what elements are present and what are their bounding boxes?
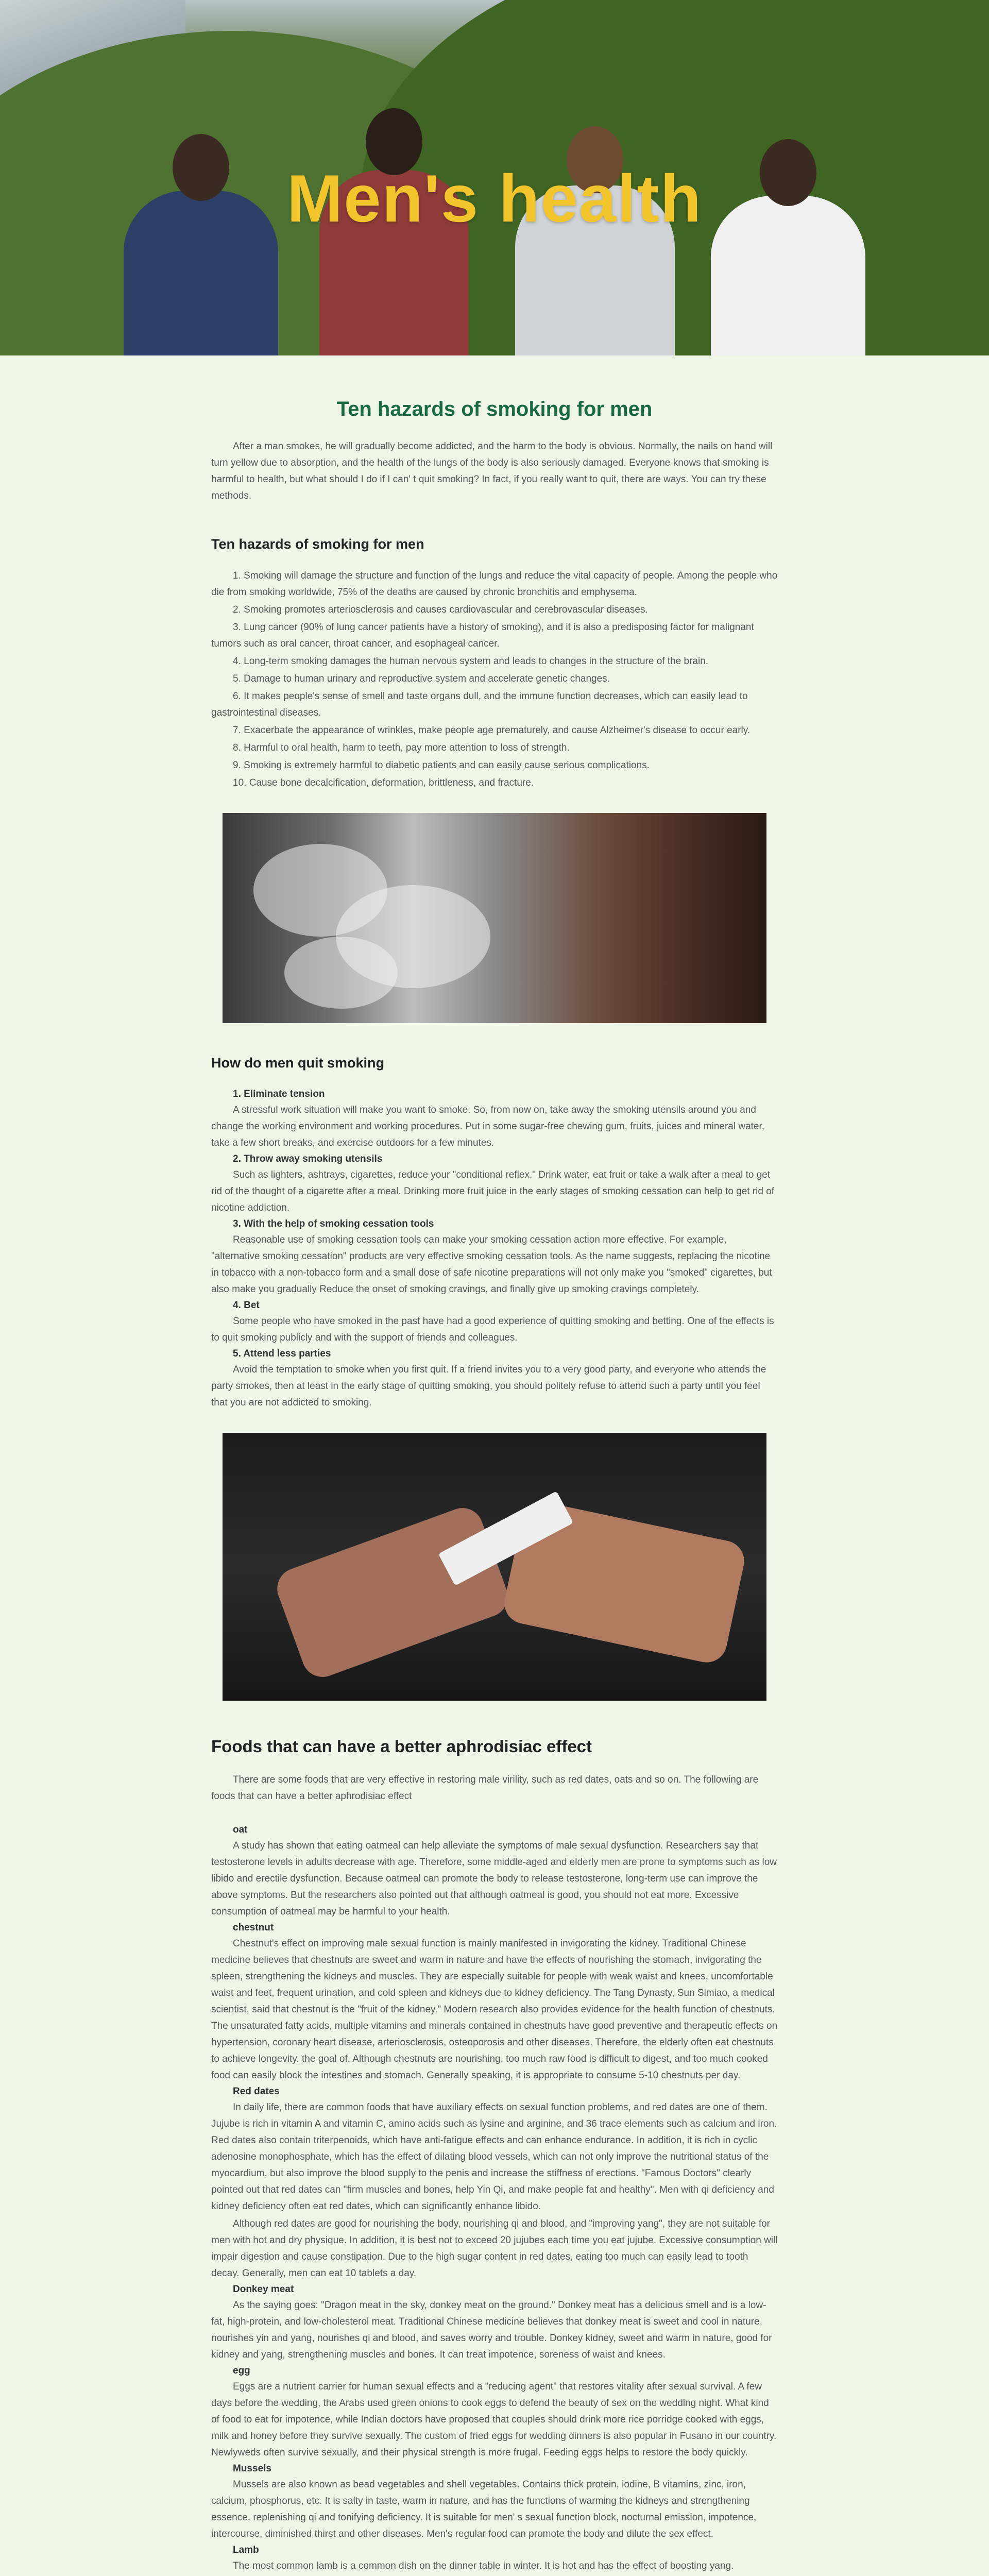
hazards-list — [211, 568, 778, 791]
quit-list — [211, 1087, 778, 1411]
hazard-item: 3. Lung cancer (90% of lung cancer patients have a history of smoking), and it is also a predisposing factor for malignant tumors such as oral cancer, throat cancer, and esophageal cancer. — [211, 622, 754, 649]
food-item-text: The most common lamb is a common dish on the dinner table in winter. It is hot and has the effect of boosting yang. — [233, 2561, 734, 2571]
hero-title: Men's health — [286, 161, 703, 236]
food-item-text: Although red dates are good for nourishing the body, nourishing qi and blood, and "improving yang", they are not suitable for men with hot and dry physique. In addition, it is best not to exceed 20 jujubes each time you eat jujube. Excessive consumption will impair digestion and cause constipation. Due to the high sugar content in red dates, eating too much can easily lead to tooth decay. Generally, men can eat 10 tablets a day. — [211, 2218, 778, 2279]
foods-list — [211, 1822, 778, 2576]
hazard-item: 7. Exacerbate the appearance of wrinkles, make people age prematurely, and cause Alzheimer's disease to occur early. — [233, 725, 751, 736]
food-item-title: Lamb — [233, 2545, 259, 2555]
quit-item-text: Such as lighters, ashtrays, cigarettes, reduce your "conditional reflex." Drink water, eat fruit or take a walk after a meal to get rid of the thought of a cigarette after a meal. Drinking more fruit juice in the early stages of smoking cessation can help to get rid of nicotine addiction. — [211, 1170, 775, 1213]
hazard-item: 6. It makes people's sense of smell and taste organs dull, and the immune function decreases, which can easily lead to gastrointestinal diseases. — [211, 691, 748, 718]
food-item-title: Red dates — [233, 2086, 280, 2097]
hazards-heading: Ten hazards of smoking for men — [211, 536, 424, 552]
food-item-text: Chestnut's effect on improving male sexual function is mainly manifested in invigorating the kidney. Traditional Chinese medicine believes that chestnuts are sweet and warm in nature and have the effects of nourishing the stomach, invigorating the spleen, strengthening the kidneys and muscles. They are especially suitable for people with weak waist and knees, uncomfortable waist and feet, frequent urination, and cold spleen and kidneys due to kidney deficiency. The Tang Dynasty, Sun Simiao, a medical scientist, said that chestnut is the "fruit of the kidney." Modern research also provides evidence for the health function of chestnuts. The unsaturated fatty acids, multiple vitamins and minerals contained in chestnuts have good preventive and therapeutic effects on hypertension, coronary heart disease, arteriosclerosis, osteoporosis and other diseases. Therefore, the elderly often eat chestnuts to achieve longevity. the goal of. Although chestnuts are nourishing, too much raw food is difficult to digest, and too much cooked food can easily block the intestines and stomach. Generally speaking, it is appropriate to consume 5-10 chestnuts per day. — [211, 1938, 778, 2081]
hazard-item: 10. Cause bone decalcification, deformation, brittleness, and fracture. — [233, 777, 534, 788]
food-item-title: oat — [233, 1824, 248, 1835]
cutting-cigarettes-photo — [223, 1433, 766, 1701]
food-item-title: Mussels — [233, 2463, 271, 2474]
hazard-item: 2. Smoking promotes arteriosclerosis and causes cardiovascular and cerebrovascular diseases. — [233, 604, 648, 615]
quit-item-title: 5. Attend less parties — [233, 1348, 331, 1359]
quit-item-title: 1. Eliminate tension — [233, 1089, 325, 1099]
article-content — [0, 355, 989, 2576]
food-item-text: Mussels are also known as bead vegetables and shell vegetables. Contains thick protein, iodine, B vitamins, zinc, iron, calcium, phosphorus, etc. It is salty in taste, warm in nature, and has the functions of warming the kidneys and strengthening essence, replenishing qi and tonifying deficiency. It is suitable for men' s sexual function block, nocturnal emission, impotence, intercourse, diminished thirst and other diseases. Men's regular food can promote the body and dilute the sex effect. — [211, 2479, 757, 2539]
quit-item-title: 3. With the help of smoking cessation tools — [233, 1218, 434, 1229]
quit-heading: How do men quit smoking — [211, 1055, 384, 1071]
hazard-item: 4. Long-term smoking damages the human nervous system and leads to changes in the structure of the brain. — [233, 656, 709, 667]
hero-banner — [0, 0, 989, 355]
quit-item-title: 2. Throw away smoking utensils — [233, 1154, 383, 1164]
hazard-item: 9. Smoking is extremely harmful to diabetic patients and can easily cause serious complications. — [233, 760, 650, 771]
food-item-text: As the saying goes: "Dragon meat in the sky, donkey meat on the ground." Donkey meat has a delicious smell and is a low-fat, high-protein, and low-cholesterol meat. Traditional Chinese medicine believes that donkey meat is sweet and cool in nature, nourishes yin and yang, nourishes qi and blood, and saves worry and trouble. Donkey kidney, sweet and warm in nature, good for kidney and yang, strengthening muscles and bones. It can treat impotence, soreness of waist and knees. — [211, 2300, 772, 2360]
food-item-title: Donkey meat — [233, 2284, 294, 2295]
quit-item-text: Reasonable use of smoking cessation tools can make your smoking cessation action more effective. For example, "alternative smoking cessation" products are very effective smoking cessation tools. As the name suggests, replacing the nicotine in tobacco with a non-tobacco form and a small dose of safe nicotine preparations will not only make you "smoked" cigarettes, but also make you gradually Reduce the onset of smoking cravings, and finally give up smoking cravings completely. — [211, 1234, 772, 1295]
foods-intro: There are some foods that are very effective in restoring male virility, such as red dates, oats and so on. The following are foods that can have a better aphrodisiac effect — [211, 1774, 759, 1802]
hazard-item: 5. Damage to human urinary and reproductive system and accelerate genetic changes. — [233, 673, 610, 684]
hazard-item: 1. Smoking will damage the structure and function of the lungs and reduce the vital capacity of people. Among the people who die from smoking worldwide, 75% of the deaths are caused by chronic bronchitis and emphysema. — [211, 570, 778, 598]
food-item-text: Eggs are a nutrient carrier for human sexual effects and a "reducing agent" that restores vitality after sexual survival. A few days before the wedding, the Arabs used green onions to cook eggs to defend the beauty of sex on the wedding night. What kind of food to eat for impotence, while Indian doctors have proposed that couples should drink more rice porridge cooked with eggs, milk and honey before they survive sexually. The custom of fried eggs for wedding dinners is also popular in Fusano in our country. Newlyweds often survive sexually, and their physical strength is more frugal. Feeding eggs helps to restore the body quickly. — [211, 2381, 777, 2458]
article-title: Ten hazards of smoking for men — [336, 398, 653, 420]
quit-item-text: Some people who have smoked in the past have had a good experience of quitting smoking and betting. One of the effects is to quit smoking publicly and with the support of friends and colleagues. — [211, 1316, 774, 1343]
quit-item-title: 4. Bet — [233, 1300, 260, 1311]
food-item-text: A study has shown that eating oatmeal can help alleviate the symptoms of male sexual dysfunction. Researchers say that testosterone levels in adults decrease with age. Therefore, some middle-aged and elderly men are prone to symptoms such as low libido and erectile dysfunction. Because oatmeal can promote the body to release testosterone, long-term use can improve the above symptoms. But the researchers also pointed out that although oatmeal is good, you should not eat more. Excessive consumption of oatmeal may be harmful to your health. — [211, 1840, 777, 1917]
foods-heading: Foods that can have a better aphrodisiac effect — [211, 1737, 592, 1756]
quit-item-text: Avoid the temptation to smoke when you first quit. If a friend invites you to a very good party, and everyone who attends the party smokes, then at least in the early stage of quitting smoking, you should politely refuse to attend such a party until you feel that you are not addicted to smoking. — [211, 1364, 766, 1408]
quit-item-text: A stressful work situation will make you want to smoke. So, from now on, take away the smoking utensils around you and change the working environment and working procedures. Put in some sugar-free chewing gum, fruits, juices and mineral water, take a few short breaks, and exercise outdoors for a few minutes. — [211, 1105, 765, 1148]
food-item-text: In daily life, there are common foods that have auxiliary effects on sexual function problems, and red dates are one of them. Jujube is rich in vitamin A and vitamin C, amino acids such as lysine and arginine, and 36 trace elements such as calcium and iron. Red dates also contain triterpenoids, which have anti-fatigue effects and can enhance endurance. In addition, it is rich in cyclic adenosine monophosphate, which has the effect of dilating blood vessels, which can not only improve the nutritional status of the myocardium, but also improve the blood supply to the penis and increase the stiffness of erections. "Famous Doctors" clearly pointed out that red dates can "firm muscles and bones, help Yin Qi, and make people fat and healthy". Men with qi deficiency and kidney deficiency often eat red dates, which can significantly enhance libido. — [211, 2102, 777, 2212]
hazard-item: 8. Harmful to oral health, harm to teeth, pay more attention to loss of strength. — [233, 742, 570, 753]
food-item-title: chestnut — [233, 1922, 274, 1933]
food-item-title: egg — [233, 2365, 250, 2376]
article-container — [211, 398, 778, 2576]
smoking-man-photo — [223, 813, 766, 1023]
intro-paragraph: After a man smokes, he will gradually become addicted, and the harm to the body is obvious. Normally, the nails on hand will turn yellow due to absorption, and the health of the lungs of the body is also seriously damaged. Everyone knows that smoking is harmful to health, but what should I do if I can' t quit smoking? In fact, if you really want to quit, there are ways. You can try these methods. — [211, 441, 773, 501]
